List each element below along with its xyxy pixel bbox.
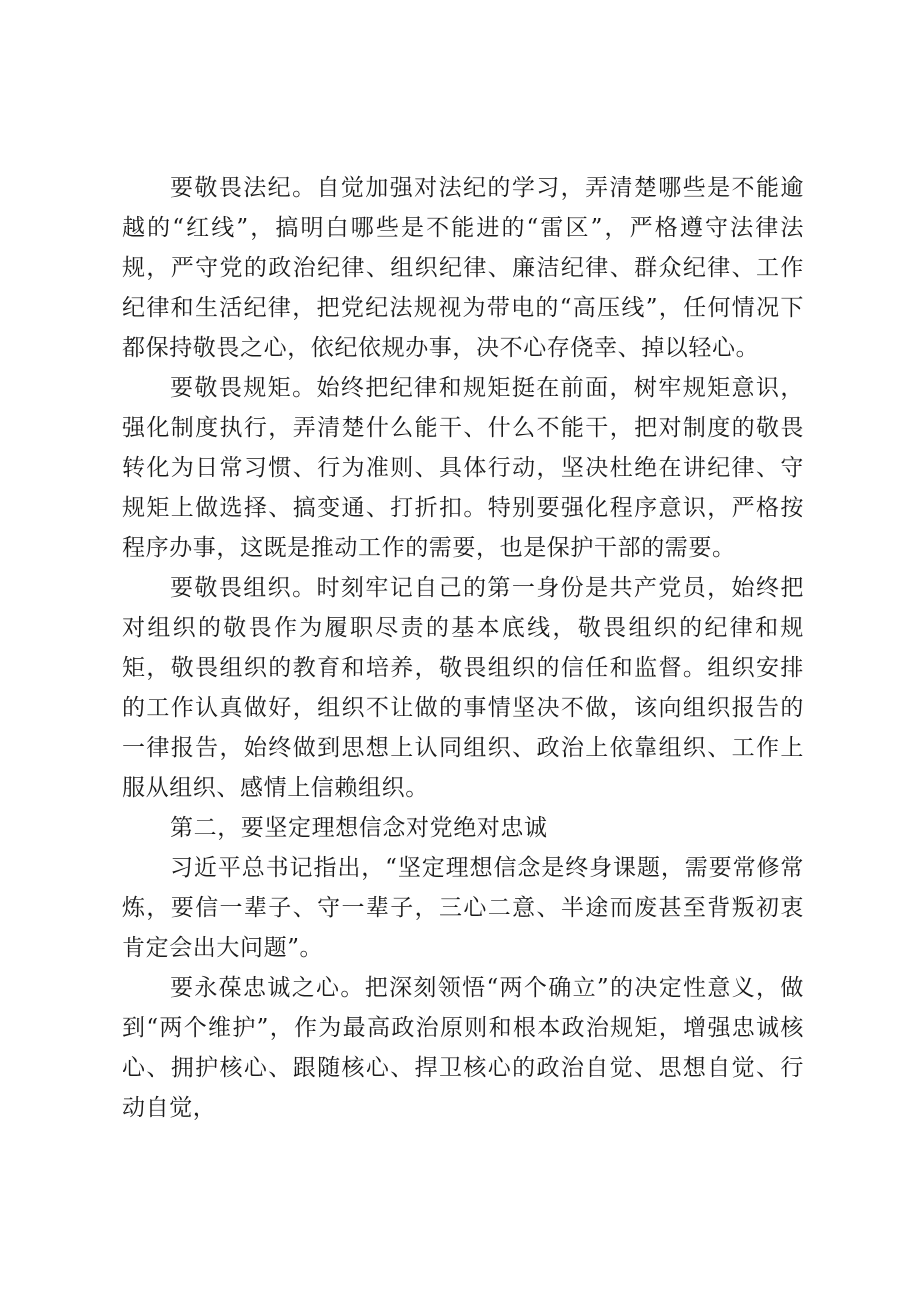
paragraph-loyalty: 要永葆忠诚之心。把深刻领悟“两个确立”的决定性意义，做到“两个维护”，作为最高政治原则和根本政治规矩，增强忠诚核心、拥护核心、跟随核心、捍卫核心的政治自觉、思想自觉、行动自觉， [122,975,804,1121]
paragraph-revere-rules: 要敬畏规矩。始终把纪律和规矩挺在前面，树牢规矩意识，强化制度执行，弄清楚什么能干、什么不能干，把对制度的敬畏转化为日常习惯、行为准则、具体行动，坚决杜绝在讲纪律、守规矩上做选择、搞变通、打折扣。特别要强化程序意识，严格按程序办事，这既是推动工作的需要，也是保护干部的需要。 [122,375,804,561]
paragraph-revere-law: 要敬畏法纪。自觉加强对法纪的学习，弄清楚哪些是不能逾越的“红线”，搞明白哪些是不能进的“雷区”，严格遵守法律法规，严守党的政治纪律、组织纪律、廉洁纪律、群众纪律、工作纪律和生活纪律，把党纪法规视为带电的“高压线”，任何情况下都保持敬畏之心，依纪依规办事，决不心存侥幸、掉以轻心。 [122,175,804,361]
paragraph-quote: 习近平总书记指出，“坚定理想信念是终身课题，需要常修常炼，要信一辈子、守一辈子，三心二意、半途而废甚至背叛初衷肯定会出大问题”。 [122,855,804,961]
paragraph-revere-organization: 要敬畏组织。时刻牢记自己的第一身份是共产党员，始终把对组织的敬畏作为履职尽责的基本底线，敬畏组织的纪律和规矩，敬畏组织的教育和培养，敬畏组织的信任和监督。组织安排的工作认真做好，组织不让做的事情坚决不做，该向组织报告的一律报告，始终做到思想上认同组织、政治上依靠组织、工作上服从组织、感情上信赖组织。 [122,575,804,801]
section-heading: 第二，要坚定理想信念对党绝对忠诚 [170,815,548,841]
document-body [122,168,804,1128]
